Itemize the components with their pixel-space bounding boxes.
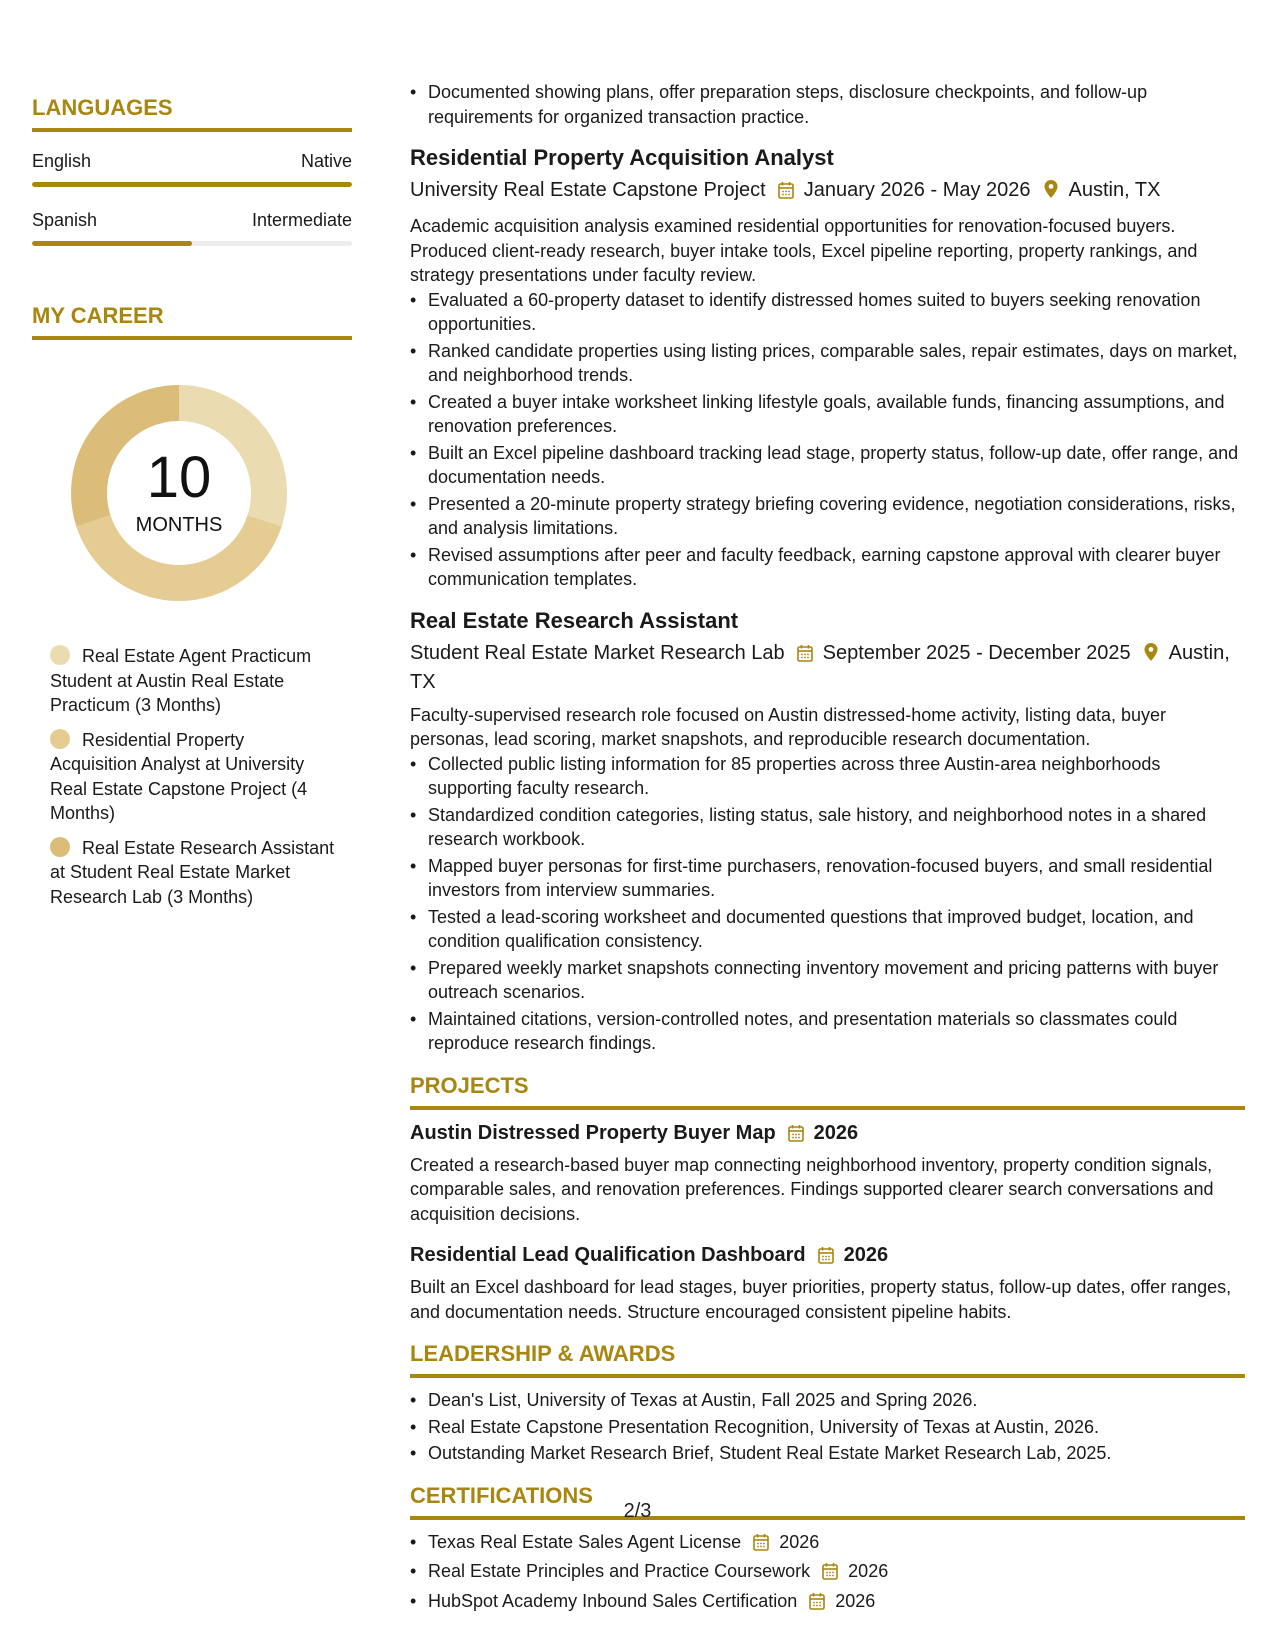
location-pin-icon (1043, 179, 1059, 206)
legend-label: Real Estate Research Assistant at Student Real Estate Market Research Lab (3 Months) (50, 837, 335, 907)
donut-total-unit: MONTHS (135, 514, 223, 536)
project-header (410, 1120, 1245, 1149)
certifications-list (410, 1530, 1245, 1617)
language-level-bar (32, 241, 352, 246)
legend-item (50, 728, 335, 826)
project-description: Built an Excel dashboard for lead stages, buyer priorities, property status, follow-up dates, offer ranges, and documentation needs. Structure encouraged consistent pipeline habits. (410, 1277, 1232, 1322)
legend-item (50, 836, 335, 910)
career-section (32, 302, 352, 909)
certification-name: Texas Real Estate Sales Agent License (428, 1531, 742, 1552)
job-title: Residential Property Acquisition Analyst (410, 145, 834, 170)
job-description: Faculty-supervised research role focused on Austin distressed-home activity, listing data, buyer personas, lead scoring, market snapshots, and reproducible research documentation. (410, 704, 1167, 749)
job-title: Real Estate Research Assistant (410, 607, 739, 633)
right-column (410, 80, 1245, 1618)
job-location: Austin, TX (1068, 179, 1161, 201)
legend-item (50, 644, 335, 718)
job-bullets (410, 288, 1245, 592)
certification-name: Real Estate Principles and Practice Coursework (428, 1561, 811, 1581)
job-entry (410, 606, 1245, 1056)
bullet-item: • Dean's List, University of Texas at Austin, Fall 2025 and Spring 2026. (428, 1388, 1245, 1413)
certification-name: HubSpot Academy Inbound Sales Certification (428, 1590, 798, 1611)
job-org: Student Real Estate Market Research Lab (410, 641, 785, 664)
legend-dot (50, 645, 70, 665)
language-level-fill (32, 182, 352, 187)
language-level: Native (300, 151, 352, 171)
calendar-icon (788, 1123, 804, 1149)
calendar-icon (778, 180, 794, 206)
bullet-item: • Mapped buyer personas for first-time purchasers, renovation-focused buyers, and small residential investors from interview summaries. (428, 854, 1245, 903)
certification-item (428, 1530, 1245, 1558)
page-number: 2/3 (623, 1500, 652, 1522)
leadership-list (410, 1388, 1245, 1466)
legend-dot (50, 729, 70, 749)
job-description: Academic acquisition analysis examined residential opportunities for renovation-focused buyers. Produced client-ready research, buyer intake tools, Excel pipeline reporting, property rankings, and strategy presentations under faculty review. (410, 216, 1198, 285)
job-meta (410, 177, 1245, 206)
project-title: Residential Lead Qualification Dashboard (410, 1244, 806, 1266)
calendar-icon (753, 1533, 769, 1558)
job-bullets (410, 752, 1245, 1056)
donut-total-number: 10 (146, 445, 212, 510)
bullet-item: • Collected public listing information for 85 properties across three Austin-area neighborhoods supporting faculty research. (428, 752, 1245, 801)
certification-year: 2026 (835, 1590, 876, 1611)
bullet-item: • Created a buyer intake worksheet linking lifestyle goals, available funds, financing assumptions, and renovation preferences. (428, 390, 1245, 439)
language-level-bar (32, 182, 352, 187)
bullet-item: • Outstanding Market Research Brief, Student Real Estate Market Research Lab, 2025. (428, 1441, 1245, 1466)
job-location: Austin, TX (410, 641, 1230, 693)
bullet-item: • Prepared weekly market snapshots connecting inventory movement and pricing patterns with buyer outreach scenarios. (428, 956, 1245, 1005)
bullet-item: • Built an Excel pipeline dashboard tracking lead stage, property status, follow-up date, offer range, and documentation needs. (428, 441, 1245, 490)
project-entry (410, 1242, 1245, 1324)
legend-dot (50, 837, 70, 857)
language-name: Spanish (32, 210, 98, 230)
bullet-item: • Standardized condition categories, listing status, sale history, and neighborhood notes in a shared research workbook. (428, 803, 1245, 852)
bullet-item: • Documented showing plans, offer preparation steps, disclosure checkpoints, and follow-up requirements for organized transaction practice. (428, 80, 1245, 129)
language-level: Intermediate (251, 210, 352, 230)
bullet-item: • Revised assumptions after peer and faculty feedback, earning capstone approval with clearer buyer communication templates. (428, 543, 1245, 592)
bullet-item: • Presented a 20-minute property strategy briefing covering evidence, negotiation considerations, risks, and analysis limitations. (428, 492, 1245, 541)
leadership-title: LEADERSHIP & AWARDS (410, 1340, 1245, 1378)
certifications-title: CERTIFICATIONS (410, 1482, 1245, 1520)
bullet-item: • Maintained citations, version-controlled notes, and presentation materials so classmates could reproduce research findings. (428, 1007, 1245, 1056)
language-item (32, 150, 352, 187)
left-column (32, 94, 352, 919)
bullet-item: • Real Estate Capstone Presentation Recognition, University of Texas at Austin, 2026. (428, 1415, 1245, 1440)
language-name: English (32, 151, 92, 171)
project-entry (410, 1120, 1245, 1227)
calendar-icon (818, 1245, 834, 1271)
project-year: 2026 (813, 1121, 859, 1144)
career-title: MY CAREER (32, 302, 352, 340)
bullet-item: • Evaluated a 60-property dataset to identify distressed homes suited to buyers seeking renovation opportunities. (428, 288, 1245, 337)
job-entry (410, 143, 1245, 592)
legend-label: Real Estate Agent Practicum Student at Austin Real Estate Practicum (3 Months) (50, 646, 312, 715)
calendar-icon (822, 1562, 838, 1587)
leadership-section (410, 1340, 1245, 1466)
career-legend (32, 644, 352, 909)
certification-item (428, 1559, 1245, 1587)
job-meta (410, 640, 1245, 695)
donut-center (64, 445, 294, 538)
languages-title: LANGUAGES (32, 94, 352, 132)
calendar-icon (809, 1592, 825, 1617)
calendar-icon (797, 643, 813, 669)
job-org: University Real Estate Capstone Project (410, 179, 766, 201)
language-item (32, 209, 352, 246)
certification-year: 2026 (848, 1561, 889, 1581)
projects-section (410, 1072, 1245, 1325)
job-dates: September 2025 - December 2025 (822, 641, 1131, 664)
project-header (410, 1242, 1245, 1271)
projects-title: PROJECTS (410, 1072, 1245, 1110)
job-dates: January 2026 - May 2026 (803, 179, 1031, 201)
bullet-item: • Ranked candidate properties using listing prices, comparable sales, repair estimates, days on market, and neighborhood trends. (428, 339, 1245, 388)
intro-bullets (410, 80, 1245, 129)
language-level-fill (32, 241, 192, 246)
project-year: 2026 (843, 1244, 889, 1266)
project-description: Created a research-based buyer map connecting neighborhood inventory, property condition signals, comparable sales, and renovation preferences. Findings supported clearer search conversations and acquisition decisions. (410, 1154, 1214, 1224)
location-pin-icon (1143, 642, 1159, 669)
legend-label: Residential Property Acquisition Analyst at University Real Estate Capstone Project (4 Months) (50, 729, 308, 823)
career-donut-chart (64, 378, 294, 608)
certification-year: 2026 (779, 1531, 820, 1552)
bullet-item: • Tested a lead-scoring worksheet and documented questions that improved budget, location, and condition qualification consistency. (428, 905, 1245, 954)
certification-item (428, 1589, 1245, 1617)
project-title: Austin Distressed Property Buyer Map (410, 1121, 776, 1144)
